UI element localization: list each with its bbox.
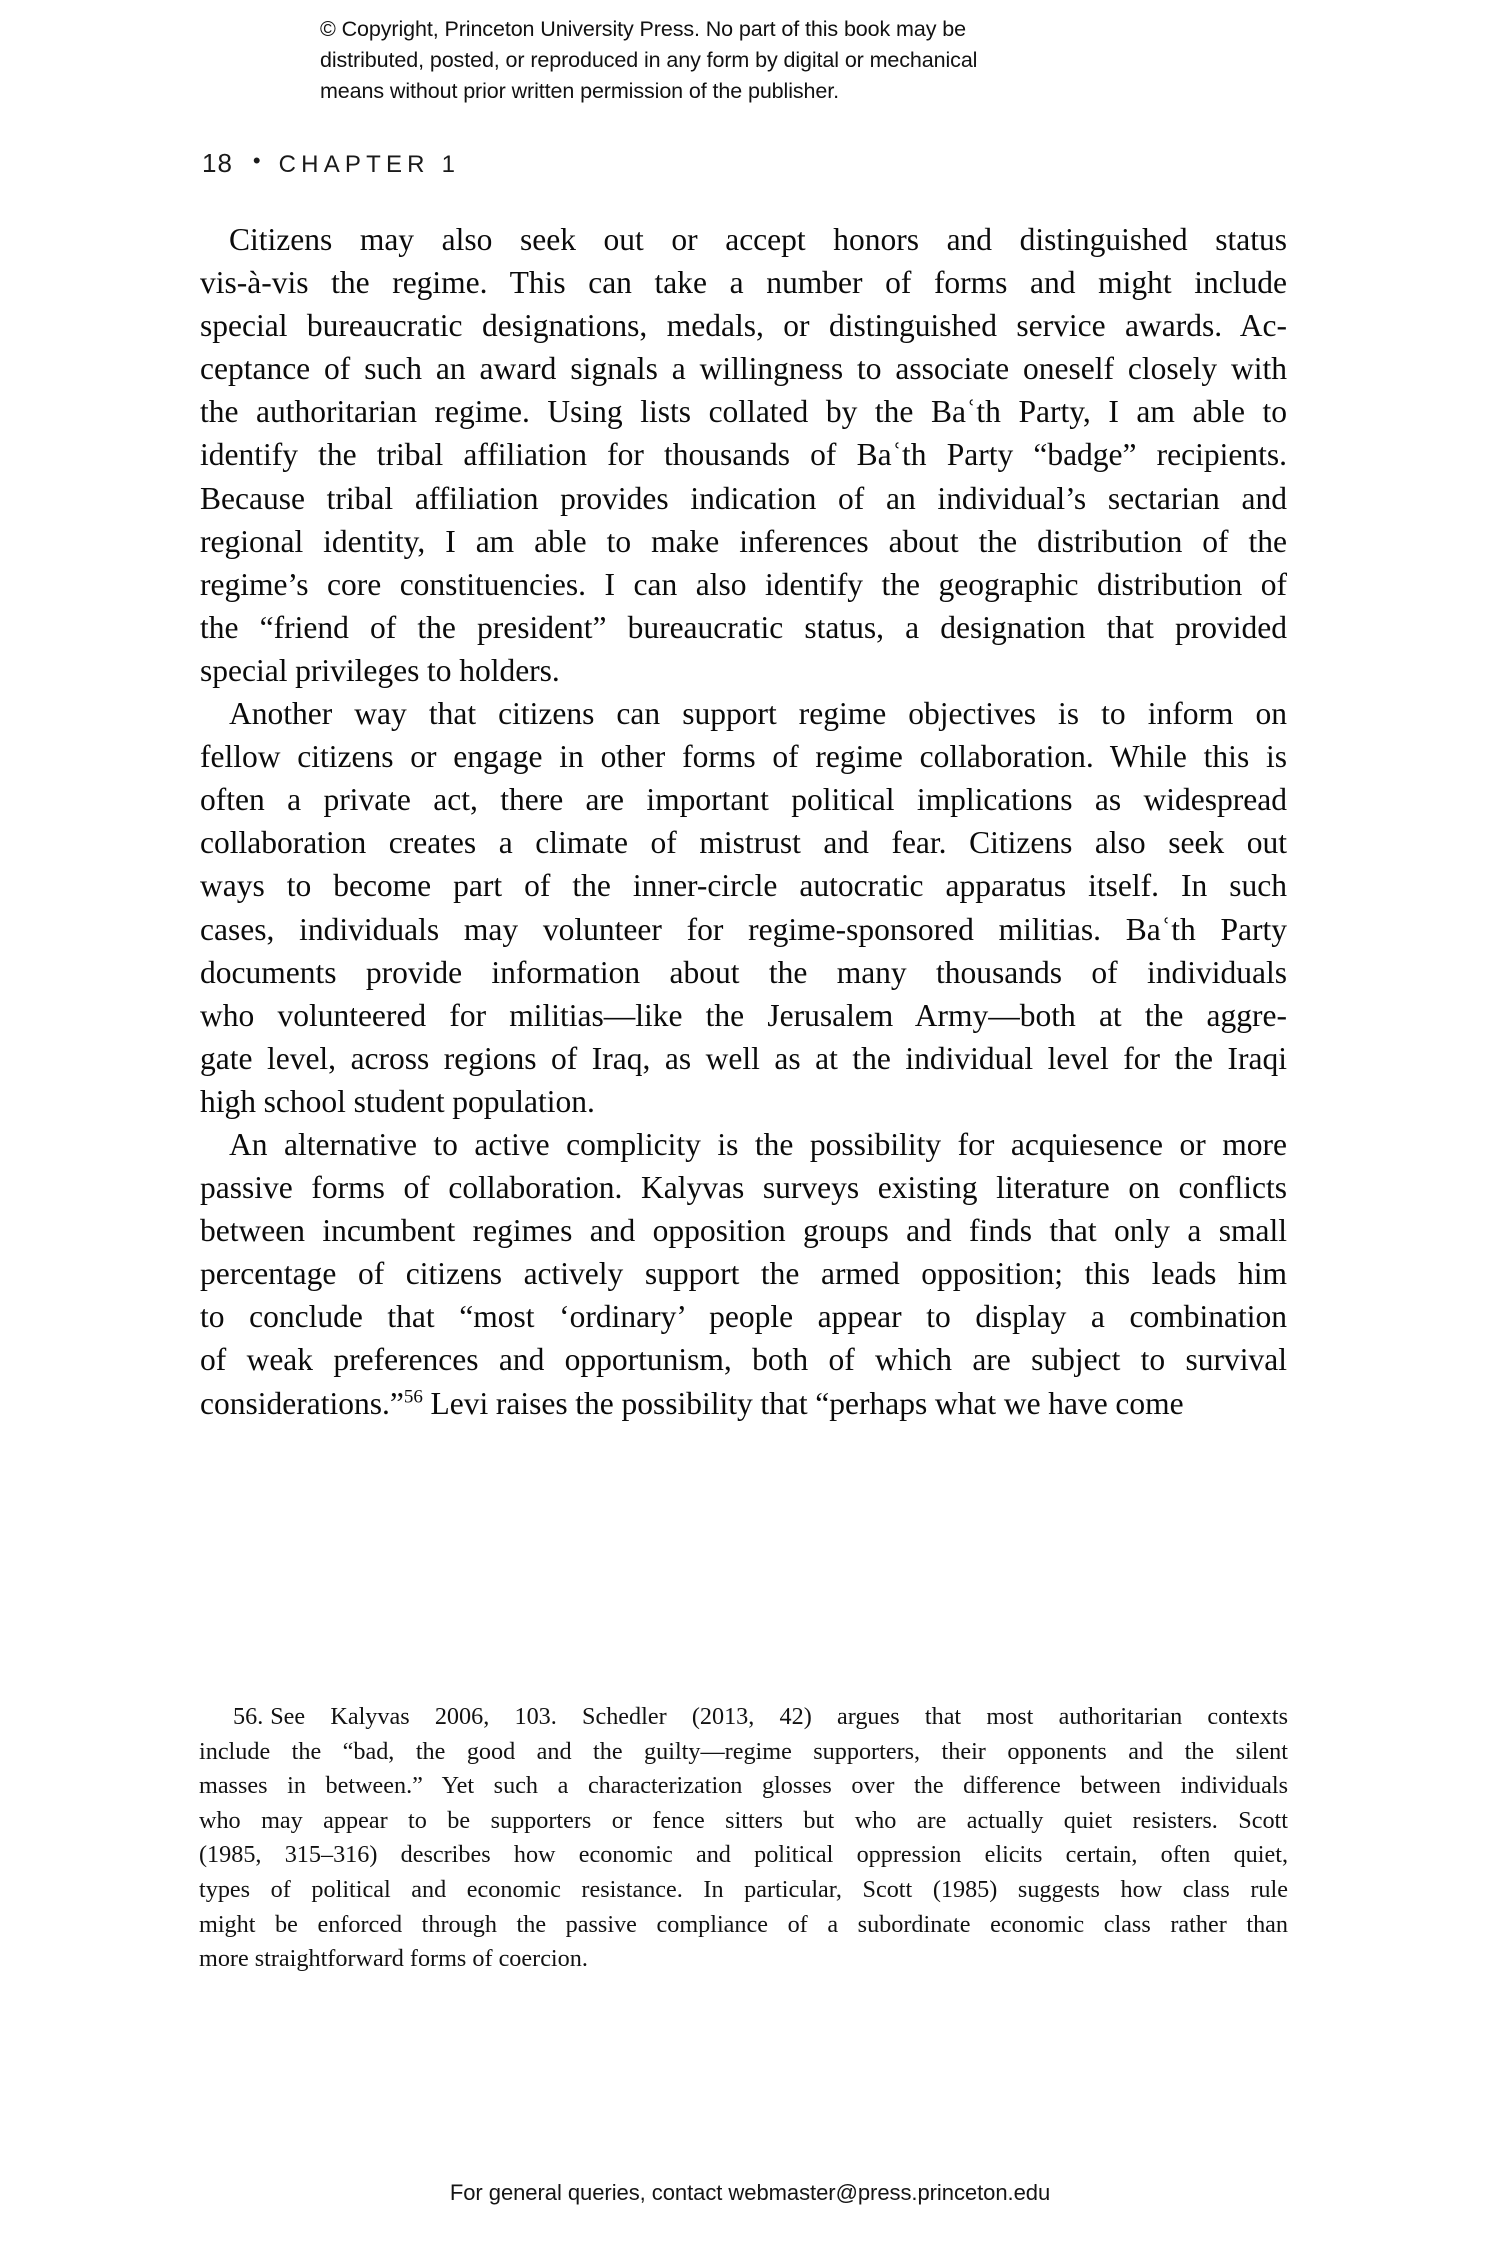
text-line: to conclude that “most ‘ordinary’ people appear to display a combination [200,1299,1287,1335]
footnote-line-text: See Kalyvas 2006, 103. Schedler (2013, 42) argues that most authoritarian contexts [270,1703,1288,1730]
footnote-line [199,1700,1288,1735]
text-line: fellow citizens or engage in other forms of regime collaboration. While this is [200,739,1287,775]
footer-text: For general queries, contact webmaster@press.princeton.edu [449,2180,1051,2205]
bullet-separator-icon: • [252,148,261,173]
text-line: identify the tribal affiliation for thousands of Baʿth Party “badge” recipients. [200,437,1287,473]
paragraph-3 [200,1123,1287,1425]
body-text-block [200,218,1287,1425]
copyright-line-1: © Copyright, Princeton University Press. No part of this book may be [320,17,966,41]
line-text: Citizens may also seek out or accept honors and distinguished status [229,222,1287,257]
text-line: documents provide information about the many thousands of individuals [200,954,1287,990]
copyright-line-3: means without prior written permission of the publisher. [320,79,840,103]
text-line: ways to become part of the inner-circle autocratic apparatus itself. In such [200,868,1287,904]
footnote-line: might be enforced through the passive compliance of a subordinate economic class rather than [199,1910,1288,1938]
text-line [200,1123,1287,1166]
page-footer [0,2180,1500,2206]
text-line: special bureaucratic designations, medals, or distinguished service awards. Ac- [200,308,1287,344]
text-line: gate level, across regions of Iraq, as well as at the individual level for the Iraqi [200,1040,1287,1076]
text-line: percentage of citizens actively support the armed opposition; this leads him [200,1256,1287,1292]
text-line: the “friend of the president” bureaucratic status, a designation that provided [200,609,1287,645]
chapter-label: CHAPTER 1 [278,151,461,178]
paragraph-2 [200,692,1287,1123]
text-line: vis-à-vis the regime. This can take a number of forms and might include [200,265,1287,301]
text-line: of weak preferences and opportunism, both of which are subject to survival [200,1342,1287,1378]
text-line: ceptance of such an award signals a willingness to associate oneself closely with [200,351,1287,387]
text-line: between incumbent regimes and opposition groups and finds that only a small [200,1213,1287,1249]
text-line: high school student population. [200,1083,595,1119]
text-line: who volunteered for militias—like the Jerusalem Army—both at the aggre- [200,997,1287,1033]
text-line [200,218,1287,261]
text-line: the authoritarian regime. Using lists collated by the Baʿth Party, I am able to [200,394,1287,430]
text-line: collaboration creates a climate of mistrust and fear. Citizens also seek out [200,825,1287,861]
text-line: special privileges to holders. [200,652,560,688]
text-line: regime’s core constituencies. I can also identify the geographic distribution of [200,566,1287,602]
footnote-reference-marker[interactable]: 56 [403,1386,423,1408]
line-text: Another way that citizens can support regime objectives is to inform on [229,696,1287,732]
text-line: regional identity, I am able to make inferences about the distribution of the [200,523,1287,559]
text-line-with-footnote [200,1382,1287,1425]
line-text-prefix: considerations.” [200,1385,404,1421]
footnote-line: types of political and economic resistance. In particular, Scott (1985) suggests how class rule [199,1875,1288,1903]
footnote-line: who may appear to be supporters or fence sitters but who are actually quiet resisters. Scott [199,1806,1288,1834]
paragraph-1 [200,218,1287,692]
footnote-number: 56. [233,1703,264,1730]
text-line: often a private act, there are important political implications as widespread [200,782,1287,818]
text-line: cases, individuals may volunteer for regime-sponsored militias. Baʿth Party [200,911,1287,947]
copyright-line-2: distributed, posted, or reproduced in any form by digital or mechanical [320,48,978,72]
text-line [200,692,1287,735]
footnote-line: include the “bad, the good and the guilty—regime supporters, their opponents and the silent [199,1737,1288,1765]
page-number: 18 [202,148,233,178]
running-head [202,148,460,180]
copyright-notice [320,14,1170,107]
text-line: Because tribal affiliation provides indication of an individual’s sectarian and [200,480,1287,516]
footnote-line: more straightforward forms of coercion. [199,1945,588,1973]
footnote-line: masses in between.” Yet such a characterization glosses over the difference between individuals [199,1772,1288,1800]
footnote-line: (1985, 315–316) describes how economic and political oppression elicits certain, often quiet, [199,1841,1288,1869]
line-text: An alternative to active complicity is the possibility for acquiesence or more [229,1126,1287,1162]
footnote-block [199,1700,1288,1977]
text-line: passive forms of collaboration. Kalyvas surveys existing literature on conflicts [200,1170,1287,1206]
line-text-suffix: Levi raises the possibility that “perhaps what we have come [422,1385,1184,1421]
